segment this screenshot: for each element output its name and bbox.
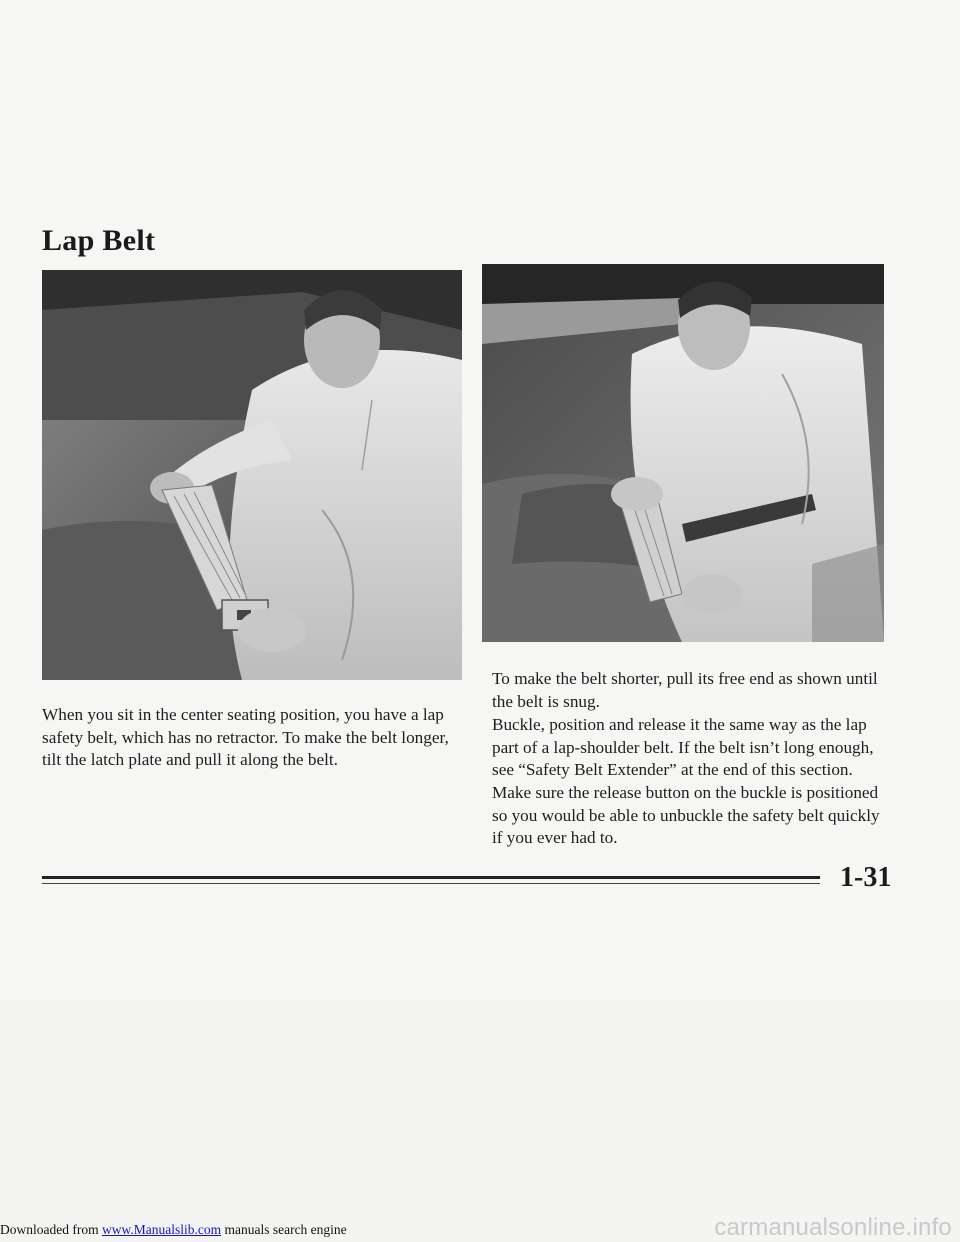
- download-footer: [0, 1222, 347, 1238]
- lap-belt-shorten-text: To make the belt shorter, pull its free end as shown until the belt is snug.: [492, 669, 878, 711]
- lap-belt-lengthen-text: When you sit in the center seating position, you have a lap safety belt, which has no retractor. To make the belt longer, tilt the latch plate and pull it along the belt.: [42, 705, 449, 769]
- footer-prefix: Downloaded from: [0, 1222, 102, 1237]
- section-heading: Lap Belt: [42, 224, 156, 257]
- manualslib-link[interactable]: www.Manualslib.com: [101, 1222, 222, 1237]
- footer-rule-thick: [42, 876, 820, 879]
- lap-belt-release-text: Make sure the release button on the buckle is positioned so you would be able to unbuckle the safety belt quickly if you ever had to.: [492, 783, 880, 847]
- page-number: 1-31: [840, 862, 892, 893]
- footer-suffix: manuals search engine: [221, 1222, 347, 1237]
- footer-rule-thin: [42, 883, 820, 884]
- photo-shorten-illustration: [482, 264, 884, 642]
- lap-belt-buckle-text: Buckle, position and release it the same way as the lap part of a lap-shoulder belt. If the belt isn’t long enough, see “Safety Belt Extender” at the end of this section.: [492, 715, 874, 779]
- photo-shorten-lap-belt: [482, 264, 884, 642]
- watermark-text: carmanualsonline.info: [714, 1214, 952, 1241]
- photo-lengthen-illustration: [42, 270, 462, 680]
- photo-lengthen-lap-belt: [42, 270, 462, 680]
